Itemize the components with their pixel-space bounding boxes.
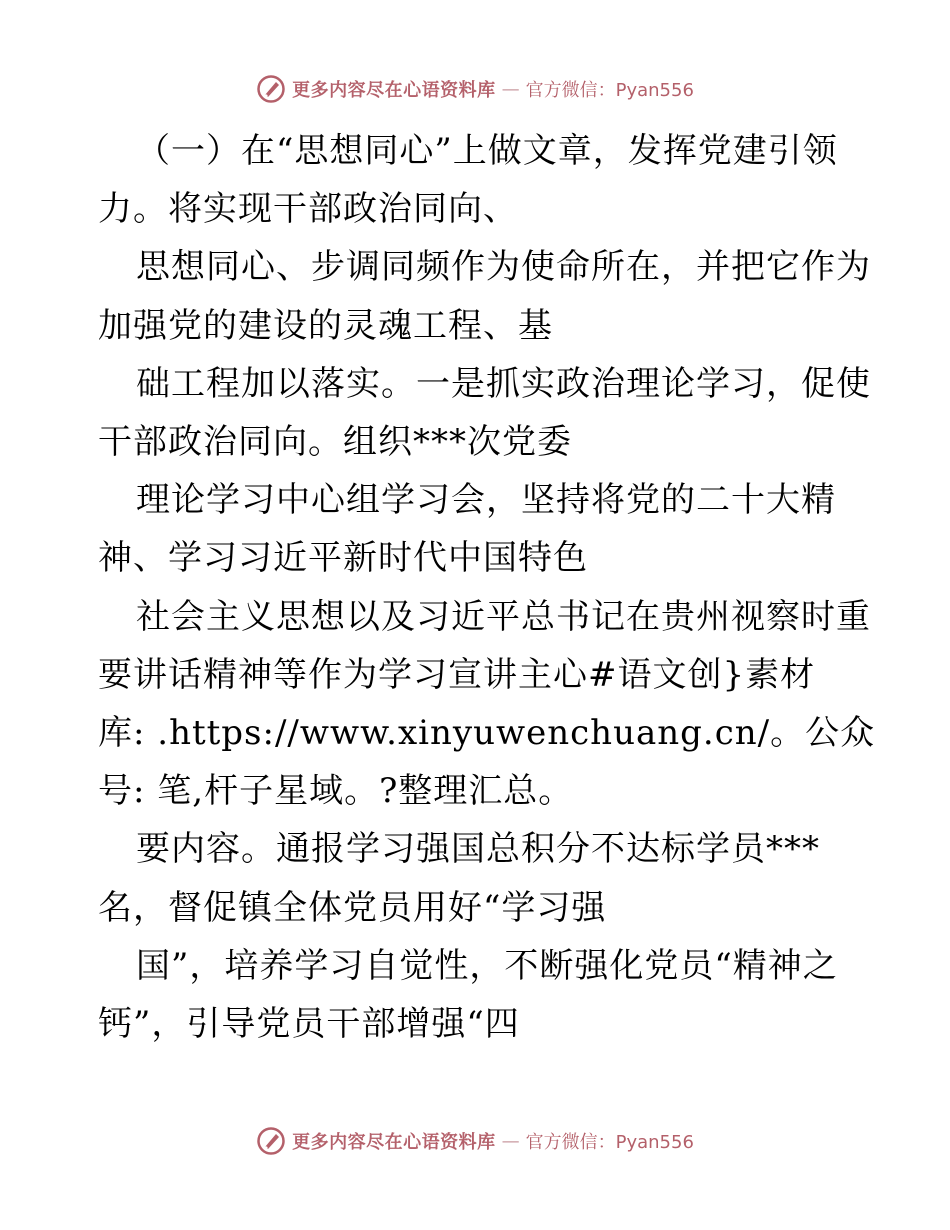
footer-wechat: 官方微信：Pyan556 xyxy=(525,1132,694,1153)
body-line: 号: 笔,杆子星域。?整理汇总。 xyxy=(98,771,574,812)
footer-banner xyxy=(0,1126,950,1156)
body-line: 要讲话精神等作为学习宣讲主心#语文创}素材 xyxy=(98,654,816,695)
header-dash: — xyxy=(501,78,520,100)
body-line: （一）在“思想同心”上做文章，发挥党建引领 xyxy=(136,131,838,171)
body-line: 础工程加以落实。一是抓实政治理论学习，促使 xyxy=(136,363,871,404)
body-line: 库: .https://www.xinyuwenchuang.cn/。公众 xyxy=(98,713,876,754)
body-line: 名，督促镇全体党员用好“学习强 xyxy=(98,887,607,928)
footer-dash: — xyxy=(501,1130,520,1152)
footer-brand: 更多内容尽在心语资料库 xyxy=(292,1132,496,1153)
body-line: 干部政治同向。组织***次党委 xyxy=(98,422,572,463)
body-line: 钙”，引导党员干部增强“四 xyxy=(98,1004,520,1045)
header-banner xyxy=(0,74,950,104)
body-line: 加强党的建设的灵魂工程、基 xyxy=(98,305,553,346)
body-line: 国”，培养学习自觉性，不断强化党员“精神之 xyxy=(136,945,838,986)
header-wechat: 官方微信：Pyan556 xyxy=(525,80,694,101)
document-body xyxy=(98,122,876,1053)
body-line: 力。将实现干部政治同向、 xyxy=(98,189,518,230)
header-brand: 更多内容尽在心语资料库 xyxy=(292,80,496,101)
body-line: 神、学习习近平新时代中国特色 xyxy=(98,538,588,579)
body-line: 思想同心、步调同频作为使命所在，并把它作为 xyxy=(136,247,871,288)
pen-logo-icon xyxy=(256,1126,286,1156)
pen-logo-icon xyxy=(256,74,286,104)
body-line: 理论学习中心组学习会，坚持将党的二十大精 xyxy=(136,480,836,521)
body-line: 要内容。通报学习强国总积分不达标学员*** xyxy=(136,829,820,870)
body-line: 社会主义思想以及习近平总书记在贵州视察时重 xyxy=(136,596,871,637)
